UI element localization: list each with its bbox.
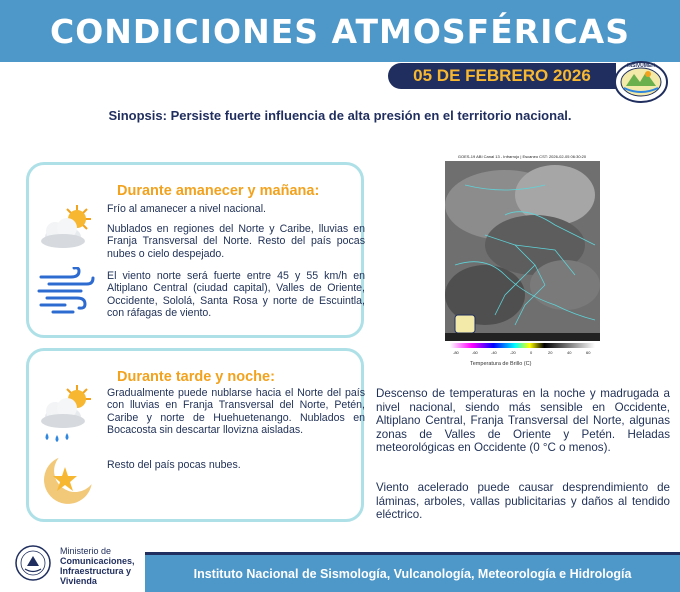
morning-paragraph-3: El viento norte será fuerte entre 45 y 55 km/h en Altiplano Central (ciudad capital), Valles de Oriente, Occidente, Sololá, Santa Rosa y norte de Escuintla, con ráfagas de viento. — [107, 270, 365, 320]
guatemala-coat-of-arms-icon — [14, 544, 52, 582]
morning-paragraph-2: Nublados en regiones del Norte y Caribe, lluvias en Franja Transversal del Norte. Resto del país pocas nubes o cielo despejado. — [107, 223, 365, 260]
right-paragraph-1: Descenso de temperaturas en la noche y madrugada a nivel nacional, siendo más sensible en Occidente, Altiplano Central, Franja Transversal del Norte, algunas zonas de Valles de Oriente y Petén. Heladas meteorológicas en Occidente (0 °C o menos). — [376, 387, 670, 455]
scale-tick: -40 — [491, 350, 497, 355]
ministry-line: Infraestructura y — [60, 566, 132, 576]
evening-paragraph-1: Gradualmente puede nublarse hacia el Norte del país con lluvias en Franja Transversal del Norte, Petén, Caribe y norte de Huehuetenango. Nublados en Bocacosta sin descartar llovizna aisladas. — [107, 387, 365, 437]
logo-text: INSIVUMEH — [627, 63, 655, 69]
insivumeh-logo-icon — [612, 60, 670, 104]
moon-star-icon — [37, 453, 93, 509]
scale-tick: 40 — [567, 350, 572, 355]
partly-cloudy-icon — [35, 201, 95, 253]
scale-tick: -60 — [472, 350, 478, 355]
evening-title: Durante tarde y noche: — [117, 369, 275, 385]
ministry-line: Vivienda — [60, 576, 97, 586]
scale-tick: 0 — [530, 350, 533, 355]
synopsis-text: Sinopsis: Persiste fuerte influencia de alta presión en el territorio nacional. — [108, 108, 572, 123]
ministry-line: Comunicaciones, — [60, 556, 135, 566]
evening-card — [26, 348, 364, 522]
date-badge: 05 DE FEBRERO 2026 — [388, 63, 616, 89]
right-paragraph-2: Viento acelerado puede causar desprendimiento de láminas, arboles, vallas publicitarias y daños al tendido eléctrico. — [376, 481, 670, 522]
satellite-image — [445, 155, 600, 355]
morning-card — [26, 162, 364, 338]
ministry-name — [60, 546, 135, 586]
scale-tick: -80 — [453, 350, 459, 355]
ministry-line: Ministerio de — [60, 546, 112, 556]
scale-tick: 20 — [548, 350, 553, 355]
satellite-caption: Temperatura de Brillo (C) — [470, 361, 532, 367]
satellite-header: GOES-19 ABI Canal 13 - Infrarrojo | Escaneo CST: 2026-02-05 06:30:20 — [457, 155, 587, 159]
institute-name: Instituto Nacional de Sismología, Vulcanología, Meteorología e Hidrología — [193, 566, 632, 581]
morning-paragraph-1: Frío al amanecer a nivel nacional. — [107, 203, 266, 215]
ministry-logo — [10, 542, 145, 588]
morning-title: Durante amanecer y mañana: — [117, 183, 320, 199]
scale-tick: 60 — [586, 350, 591, 355]
scale-tick: -20 — [510, 350, 516, 355]
header-banner — [0, 0, 680, 62]
footer-bar — [145, 552, 680, 592]
page-title: CONDICIONES ATMOSFÉRICAS — [50, 11, 630, 51]
rain-cloud-sun-icon — [35, 381, 95, 445]
wind-icon — [37, 267, 95, 315]
evening-paragraph-2: Resto del país pocas nubes. — [107, 459, 241, 471]
